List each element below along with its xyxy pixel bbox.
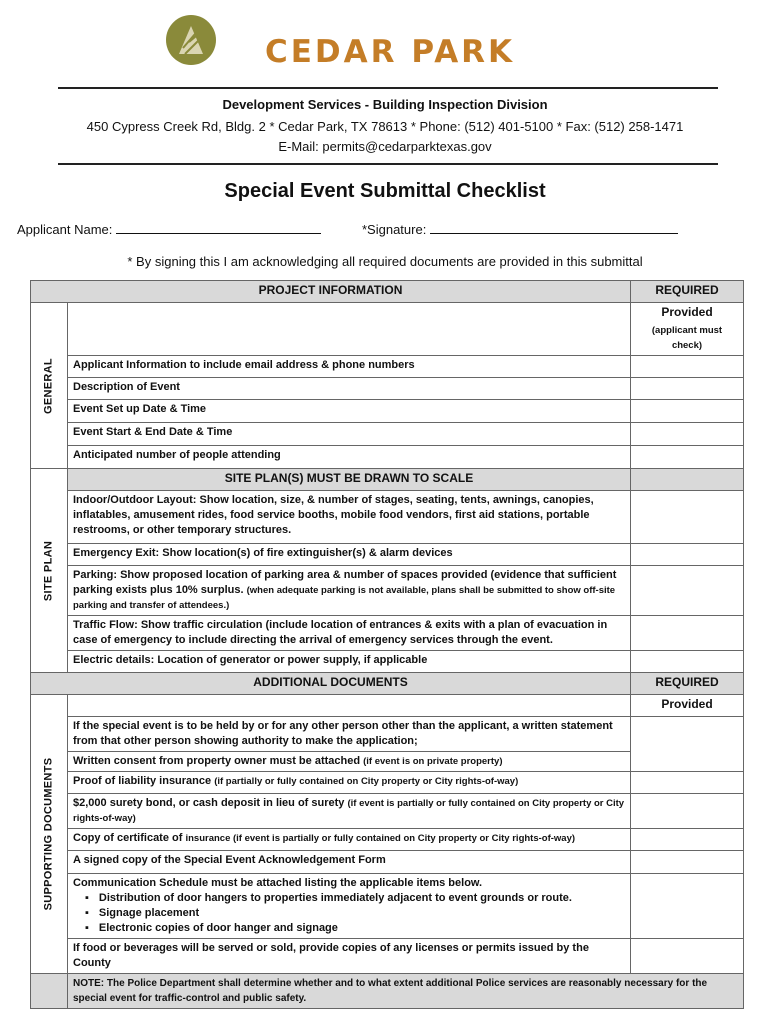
- project-info-header: PROJECT INFORMATION: [31, 281, 631, 303]
- comm-schedule-list: [73, 891, 625, 936]
- police-note: NOTE: The Police Department shall determine whether and to what extent additional Police services are reasonably necessary for the special event for traffic-control and public safety.: [68, 974, 744, 1009]
- additional-docs-header: ADDITIONAL DOCUMENTS: [31, 673, 631, 695]
- provided-checkbox[interactable]: [631, 616, 744, 651]
- provided-header-row: [31, 303, 744, 356]
- header-top-rule: [58, 87, 718, 89]
- item-label: [68, 772, 631, 794]
- list-item: ▪ Electronic copies of door hanger and signage: [103, 921, 625, 936]
- item-label: [68, 566, 631, 616]
- checklist-row: [31, 378, 744, 400]
- parking-main-text: Parking: Show proposed location of parking area & number of spaces provided (evidence that sufficient parking exists plus 10% surplus.: [73, 569, 617, 596]
- checklist-row: [31, 829, 744, 851]
- applicant-name-field[interactable]: [116, 223, 321, 234]
- contact-email: E-Mail: permits@cedarparktexas.gov: [278, 139, 492, 154]
- supporting-side-label: SUPPORTING DOCUMENTS: [42, 757, 55, 911]
- site-plan-header-blank: [631, 469, 744, 491]
- checklist-row: [31, 874, 744, 939]
- surety-main-text: $2,000 surety bond, or cash deposit in lieu of surety: [73, 797, 345, 809]
- item-label: Traffic Flow: Show traffic circulation (include location of entrances & exits with a plan of evacuation in case of emergency to include directing the arrival of emergency services through the event.: [68, 616, 631, 651]
- site-plan-side-label: SITE PLAN: [42, 540, 55, 601]
- item-label: Anticipated number of people attending: [68, 446, 631, 469]
- checklist-row: [31, 544, 744, 566]
- site-plan-header: SITE PLAN(S) MUST BE DRAWN TO SCALE: [68, 469, 631, 491]
- checklist-row: [31, 717, 744, 752]
- applicant-name-row: [17, 222, 321, 237]
- cedar-tree-logo-icon: [165, 14, 217, 66]
- provided-checkbox[interactable]: [631, 772, 744, 794]
- blank-header-cell: [68, 303, 631, 356]
- site-plan-side-label-cell: [31, 469, 68, 673]
- provided-checkbox[interactable]: [631, 874, 744, 939]
- provided-checkbox[interactable]: [631, 717, 744, 772]
- parking-note-text: (when adequate parking is not available, plans shall be submitted to show off-site parking and transfer of attendees.): [73, 585, 616, 611]
- provided-checkbox[interactable]: [631, 829, 744, 851]
- list-item: ▪ Distribution of door hangers to properties immediately adjacent to event grounds or route.: [103, 891, 625, 906]
- contact-address: 450 Cypress Creek Rd, Bldg. 2 * Cedar Park, TX 78613 * Phone: (512) 401-5100 * Fax: (512) 258-1471: [86, 119, 684, 134]
- item-label: [68, 829, 631, 851]
- consent-main-text: Written consent from property owner must be attached: [73, 755, 361, 767]
- provided-checkbox[interactable]: [631, 566, 744, 616]
- provided-checkbox[interactable]: [631, 423, 744, 446]
- provided-header-cell: [631, 303, 744, 356]
- item-label: Electric details: Location of generator or power supply, if applicable: [68, 651, 631, 673]
- item-label: A signed copy of the Special Event Acknowledgement Form: [68, 851, 631, 874]
- blank-header-cell: [68, 695, 631, 717]
- provided-checkbox[interactable]: [631, 356, 744, 378]
- checklist-row: [31, 566, 744, 616]
- liability-note-text: (if partially or fully contained on City property or City rights-of-way): [214, 776, 519, 787]
- list-item: ▪ Signage placement: [103, 906, 625, 921]
- general-side-label: GENERAL: [42, 357, 55, 414]
- applicant-name-label: Applicant Name:: [17, 222, 113, 237]
- provided-checkbox[interactable]: [631, 446, 744, 469]
- note-row: [31, 974, 744, 1009]
- item-label: [68, 794, 631, 829]
- checklist-row: [31, 423, 744, 446]
- division-title: Development Services - Building Inspection Division: [222, 97, 548, 112]
- checklist-table: [30, 280, 744, 1009]
- checklist-row: [31, 939, 744, 974]
- item-label: If the special event is to be held by or for any other person other than the applicant, a written statement from that other person showing authority to make the application;: [68, 717, 631, 752]
- checklist-row: [31, 446, 744, 469]
- checklist-row: [31, 651, 744, 673]
- supporting-side-label-cell: [31, 695, 68, 974]
- provided-checkbox[interactable]: [631, 400, 744, 423]
- signature-label: *Signature:: [362, 222, 427, 237]
- checklist-row: [31, 616, 744, 651]
- certificate-main-text: Copy of certificate of: [73, 832, 183, 844]
- project-info-header-row: [31, 281, 744, 303]
- additional-docs-header-row: [31, 673, 744, 695]
- checklist-row: [31, 794, 744, 829]
- surety-note-text: (if event is partially or fully contained on City property or City rights-of-way): [73, 798, 625, 824]
- signature-field[interactable]: [430, 223, 678, 234]
- brand-name: CEDAR PARK: [265, 34, 516, 70]
- provided-header-row: [31, 695, 744, 717]
- item-label: Applicant Information to include email address & phone numbers: [68, 356, 631, 378]
- liability-main-text: Proof of liability insurance: [73, 775, 212, 787]
- signature-row: [362, 222, 678, 237]
- item-label: If food or beverages will be served or sold, provide copies of any licenses or permits issued by the County: [68, 939, 631, 974]
- provided-checkbox[interactable]: [631, 794, 744, 829]
- provided-checkbox[interactable]: [631, 378, 744, 400]
- item-label: Event Start & End Date & Time: [68, 423, 631, 446]
- provided-checkbox[interactable]: [631, 939, 744, 974]
- general-side-label-cell: [31, 303, 68, 469]
- item-label: Indoor/Outdoor Layout: Show location, size, & number of stages, seating, tents, awnings, canopies, inflatables, amusement rides, food service booths, mobile food vendors, first aid stations, portable restrooms, or other temporary structures.: [68, 491, 631, 544]
- provided-checkbox[interactable]: [631, 651, 744, 673]
- page-title: Special Event Submittal Checklist: [224, 180, 546, 202]
- required-label: REQUIRED: [631, 673, 744, 695]
- must-check-label: (applicant must check): [651, 325, 723, 351]
- item-label: [68, 752, 631, 772]
- site-plan-header-row: [31, 469, 744, 491]
- checklist-row: [31, 400, 744, 423]
- note-side-cell: [31, 974, 68, 1009]
- comm-schedule-text: Communication Schedule must be attached listing the applicable items below.: [73, 877, 483, 889]
- consent-note-text: (if event is on private property): [363, 756, 503, 767]
- checklist-row: [31, 851, 744, 874]
- provided-label: Provided: [631, 695, 744, 717]
- provided-checkbox[interactable]: [631, 544, 744, 566]
- header-bottom-rule: [58, 163, 718, 165]
- item-label: Event Set up Date & Time: [68, 400, 631, 423]
- checklist-row: [31, 772, 744, 794]
- required-label: REQUIRED: [631, 281, 744, 303]
- checklist-row: [31, 356, 744, 378]
- acknowledgement-statement: * By signing this I am acknowledging all required documents are provided in this submittal: [127, 254, 643, 269]
- item-label: Emergency Exit: Show location(s) of fire extinguisher(s) & alarm devices: [68, 544, 631, 566]
- cedar-park-logo: [165, 14, 515, 74]
- provided-label: Provided: [661, 305, 713, 319]
- provided-checkbox[interactable]: [631, 491, 744, 544]
- item-label: Description of Event: [68, 378, 631, 400]
- item-label: [68, 874, 631, 939]
- certificate-note-text: insurance (if event is partially or fully contained on City property or City rights-of-way): [185, 833, 576, 844]
- provided-checkbox[interactable]: [631, 851, 744, 874]
- checklist-row: [31, 491, 744, 544]
